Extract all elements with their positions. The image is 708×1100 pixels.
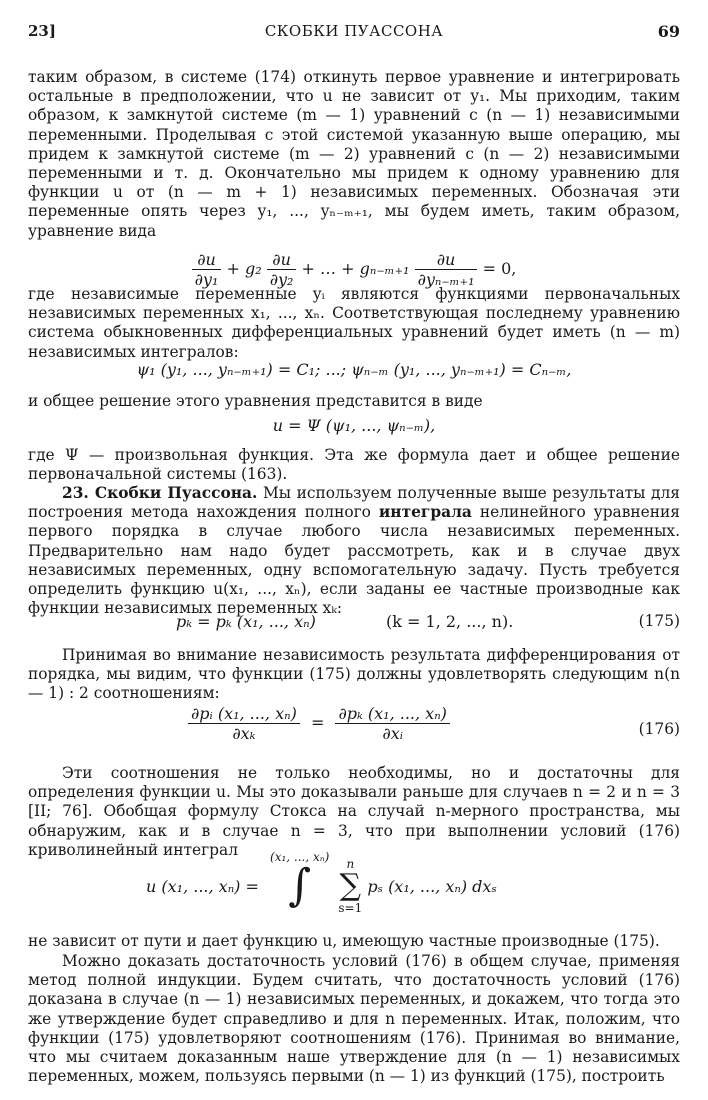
paragraph-1: таким образом, в системе (174) откинуть первое уравнение и интегрировать остальные в предположении, что u не зависит от y₁. Мы приходим, таким образом, к замкнутой системе (m — 1) уравнений с (n — 1) независимыми переменными. Проделывая с этой системой указанную выше операцию, мы придем к замкнутой системе (m — 2) уравнений с (n — 2) независимыми переменными и т. д. Окончательно мы придем к одному уравнению для функции u от (n — m + 1) независимых переменных. Обозначая эти переменные опять через y₁, ..., yₙ₋ₘ₊₁, мы будем иметь, таким образом, уравнение вида bbox=[28, 68, 680, 240]
page-number: 69 bbox=[657, 22, 680, 41]
running-title: СКОБКИ ПУАССОНА bbox=[264, 22, 444, 40]
section-heading: 23. Скобки Пуассона. bbox=[62, 484, 258, 502]
paragraph-7: Эти соотношения не только необходимы, но и достаточны для определения функции u. Мы это доказывали раньше для случаев n = 2 и n = 3 [II; 76]. Обобщая формулу Стокса на случай n-мерного пространства, мы обнаружим, как и в случае n = 3, что при выполнении условий (176) криволинейный интеграл bbox=[28, 764, 680, 859]
book-page: 23] СКОБКИ ПУАССОНА 69 таким образом, в системе (174) откинуть первое уравнение и интегрировать остальные в предположении, что u не зависит от y₁. Мы приходим, таким образом, к замкнутой системе (m — 1) уравнений с (n — 1) независимыми переменными. Проделывая с этой системой указанную выше операцию, мы придем к замкнутой системе (m — 2) уравнений с (n — 2) независимыми переменными и т. д. Окончательно мы придем к одному уравнению для функции u от (n — m + 1) независимых переменных. Обозначая эти переменные опять через y₁, ..., yₙ₋ₘ₊₁, мы будем иметь, таким образом, уравнение вида $\frac{\partial u}{\text{∂y₁}}$ + g₂ $\frac{\partial u}{\text{∂y₂}}$ + … + gₙ₋ₘ₊₁ $\frac{\partial u}{\text{∂yₙ₋ₘ₊₁}}$ = 0, где независимые переменные yᵢ являются функциями первоначальных независимых переменных x₁, ..., xₙ. Соответствующая последнему уравнению система обыкновенных дифференциальных уравнений будет иметь (n — m) независимых интегралов: ψ₁ (y₁, ..., yₙ₋ₘ₊₁) = C₁; ...; ψₙ₋ₘ (y₁, ..., yₙ₋ₘ₊₁) = Cₙ₋ₘ, и общее решение этого уравнения представится в виде u = Ψ (ψ₁, ..., ψₙ₋ₘ), где Ψ — произвольная функция. Эта же формула дает и общее решение первоначальной системы (163). 23. Скобки Пуассона. Мы используем полученные выше результаты для построения метода нахождения полного интеграла нелинейного уравнения первого порядка в случае любого числа независимых переменных. Предварительно нам надо будет рассмотреть, как и в случае двух независимых переменных, одну вспомогательную задачу. Пусть требуется определить функцию u(x₁, ..., xₙ), если заданы ее частные производные как функции независимых переменных xₖ: pₖ = pₖ (x₁, ..., xₙ) (k = 1, 2, ..., n). (175) Принимая во внимание независимость результата дифференцирования от порядка, мы видим, что функции (175) должны удовлетворять следующим n(n — 1) : 2 соотношениям: $\frac{\text{∂pᵢ (x₁, ..., xₙ)}}{\text{∂xₖ}}$ = $\frac{\text{∂pₖ (x₁, ..., xₙ)}}{\text{∂xᵢ}}$ (176) Эти соотношения не только необходимы, но и достаточны для определения функции u. Мы это доказывали раньше для случаев n = 2 и n = 3 [II; 76]. Обобщая формулу Стокса на случай n-мерного пространства, мы обнаружим, как и в случае n = 3, что при выполнении условий (176) криволинейный интеграл u (x₁, ..., xₙ) = (x₁, ..., xₙ) ∫ n ∑ s=1 pₛ (x₁, ..., xₙ) dxₛ не зависит от пути и дает функцию u, имеющую частные производные (175). Можно доказать достаточность условий (176) в общем случае, применяя метод полной индукции. Будем считать, что достаточность условий (176) доказана в случае (n — 1) независимых переменных, и докажем, что тогда это же утверждение будет справедливо и для n переменных. Итак, положим, что функции (175) удовлетворяют соотношениям (176). Принимая во внимание, что мы считаем доказанным наше утверждение для (n — 1) независимых переменных, можем, пользуясь первыми (n — 1) из функций (175), построить bbox=[28, 22, 680, 1086]
fraction-left: $\frac{\text{∂pᵢ (x₁, ..., xₙ)}}{\text{∂xₖ}}$ bbox=[188, 704, 300, 743]
equation-pde: $\frac{\partial u}{\text{∂y₁}}$ + g₂ $\frac{\partial u}{\text{∂y₂}}$ + … + gₙ₋ₘ₊₁ $\frac{\partial u}{\text{∂yₙ₋ₘ₊₁}}$ = 0, bbox=[28, 250, 680, 289]
page-header bbox=[28, 22, 680, 44]
paragraph-4: где Ψ — произвольная функция. Эта же формула дает и общее решение первоначальной системы (163). bbox=[28, 446, 680, 484]
paragraph-3: и общее решение этого уравнения представится в виде bbox=[28, 392, 483, 410]
equation-number-176: (176) bbox=[638, 720, 680, 738]
fraction-du-dyn: $\frac{\partial u}{\text{∂yₙ₋ₘ₊₁}}$ bbox=[415, 250, 478, 289]
fraction-du-dy1: $\frac{\partial u}{\text{∂y₁}}$ bbox=[192, 250, 222, 289]
equation-number-175: (175) bbox=[638, 612, 680, 630]
equation-general-solution: u = Ψ (ψ₁, ..., ψₙ₋ₘ), bbox=[272, 416, 436, 435]
equation-line-integral: u (x₁, ..., xₙ) = (x₁, ..., xₙ) ∫ n ∑ s=1 pₛ (x₁, ..., xₙ) dxₛ bbox=[28, 850, 680, 926]
equation-176: $\frac{\text{∂pᵢ (x₁, ..., xₙ)}}{\text{∂xₖ}}$ = $\frac{\text{∂pₖ (x₁, ..., xₙ)}}{\text{∂xᵢ}}$ (176) bbox=[28, 704, 680, 756]
fraction-right: $\frac{\text{∂pₖ (x₁, ..., xₙ)}}{\text{∂xᵢ}}$ bbox=[335, 704, 449, 743]
fraction-du-dy2: $\frac{\partial u}{\text{∂y₂}}$ bbox=[267, 250, 297, 289]
paragraph-6: Принимая во внимание независимость результата дифференцирования от порядка, мы видим, что функции (175) должны удовлетворять следующим n(n — 1) : 2 соотношениям: bbox=[28, 646, 680, 703]
paragraph-9: Можно доказать достаточность условий (176) в общем случае, применяя метод полной индукции. Будем считать, что достаточность условий (176) доказана в случае (n — 1) независимых переменных, и докажем, что тогда это же утверждение будет справедливо и для n переменных. Итак, положим, что функции (175) удовлетворяют соотношениям (176). Принимая во внимание, что мы считаем доказанным наше утверждение для (n — 1) независимых переменных, можем, пользуясь первыми (n — 1) из функций (175), построить bbox=[28, 952, 680, 1086]
integral-sign: (x₁, ..., xₙ) ∫ bbox=[270, 850, 330, 911]
equation-integrals: ψ₁ (y₁, ..., yₙ₋ₘ₊₁) = C₁; ...; ψₙ₋ₘ (y₁, ..., yₙ₋ₘ₊₁) = Cₙ₋ₘ, bbox=[136, 360, 572, 379]
paragraph-2: где независимые переменные yᵢ являются функциями первоначальных независимых переменных x₁, ..., xₙ. Соответствующая последнему уравнению система обыкновенных дифференциальных уравнений будет иметь (n — m) независимых интегралов: bbox=[28, 285, 680, 361]
paragraph-5: 23. Скобки Пуассона. Мы используем полученные выше результаты для построения метода нахождения полного интеграла нелинейного уравнения первого порядка в случае любого числа независимых переменных. Предварительно нам надо будет рассмотреть, как и в случае двух независимых переменных, одну вспомогательную задачу. Пусть требуется определить функцию u(x₁, ..., xₙ), если заданы ее частные производные как функции независимых переменных xₖ: bbox=[28, 484, 680, 618]
section-number: 23] bbox=[28, 22, 56, 40]
paragraph-8: не зависит от пути и дает функцию u, имеющую частные производные (175). bbox=[28, 932, 660, 950]
summation-sign: n ∑ s=1 bbox=[338, 857, 363, 915]
